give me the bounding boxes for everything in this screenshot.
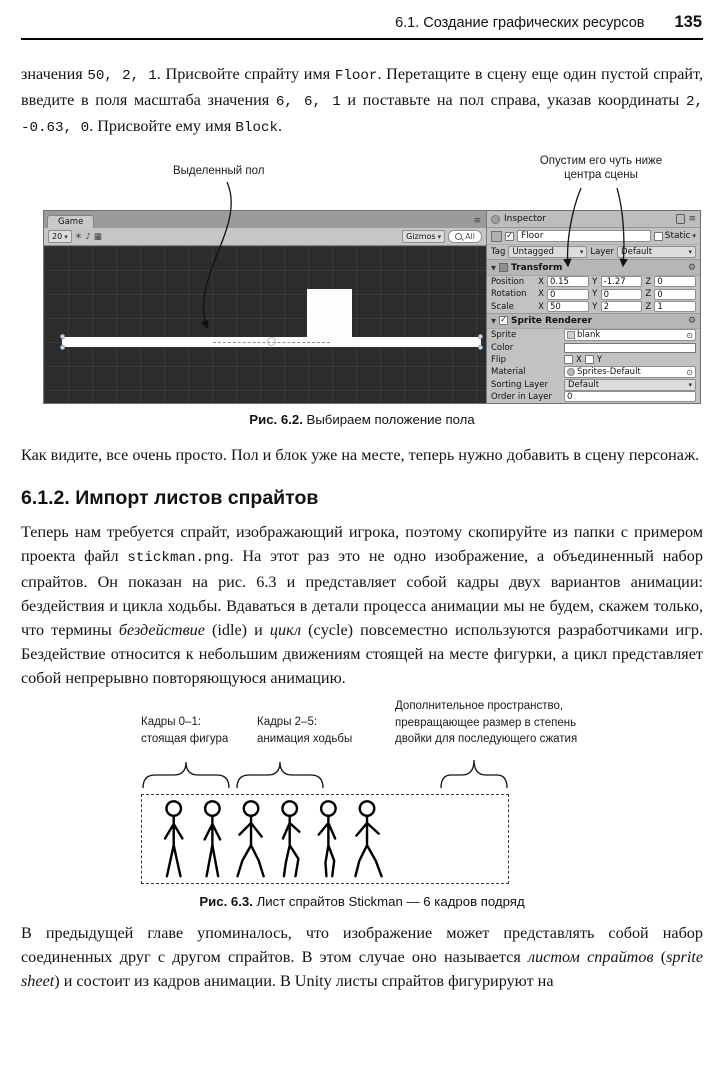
chevron-down-icon: ▾ bbox=[688, 380, 692, 389]
text-run: . На этот раз это не одно изображение, а объединенный набор спрайтов. Он показан на рис. 6.3 и представляет собой кадры двух вариантов анимации: бездействия и цикла ходьбы. Вдаваться в детали процесса анимации мы не будем, скажем только, что термины bbox=[21, 547, 703, 639]
component-enabled-checkbox bbox=[499, 316, 508, 325]
sprite-value: blank bbox=[577, 330, 601, 341]
running-head-title: 6.1. Создание графических ресурсов bbox=[395, 15, 645, 31]
caption-text: Выбираем положение пола bbox=[306, 412, 475, 427]
scale-z-field: 1 bbox=[654, 301, 696, 312]
axis-y-label: Y bbox=[592, 301, 598, 312]
panel-menu-icon: ≡ bbox=[473, 216, 481, 226]
code-run: 50, 2, 1 bbox=[87, 68, 157, 84]
check-icon: ✓ bbox=[506, 230, 513, 240]
game-toolbar bbox=[44, 228, 486, 246]
object-picker-icon: ⊙ bbox=[686, 367, 693, 377]
color-row bbox=[487, 341, 700, 353]
block-sprite bbox=[307, 289, 352, 337]
foldout-icon: ▼ bbox=[491, 263, 496, 272]
position-x-field: 0.15 bbox=[547, 276, 589, 287]
material-row bbox=[487, 366, 700, 378]
order-in-layer-field: 0 bbox=[564, 391, 696, 402]
annotation-frames-2-5 bbox=[257, 714, 352, 747]
annotation-lower-floor bbox=[513, 154, 689, 182]
gear-icon: ⚙ bbox=[687, 315, 696, 326]
gizmo-handle bbox=[60, 345, 65, 350]
axis-z-label: Z bbox=[645, 301, 652, 312]
sorting-layer-value: Default bbox=[568, 379, 600, 390]
gizmo-center-circle bbox=[267, 337, 276, 346]
property-label: Rotation bbox=[491, 289, 527, 300]
tag-dropdown bbox=[508, 246, 587, 258]
annotation-line: двойки для последующего сжатия bbox=[395, 733, 578, 745]
text-run: (idle) и bbox=[204, 621, 270, 639]
text-run: Теперь нам требуется спрайт, изображающий игрока, поэтому скопируйте из папки с примером проекта файл bbox=[21, 523, 703, 565]
floor-sprite bbox=[62, 337, 481, 347]
brace-frames-2-5 bbox=[237, 762, 323, 788]
order-in-layer-row bbox=[487, 391, 700, 403]
axis-x-label: X bbox=[538, 289, 544, 300]
annotation-line: Кадры 2–5: bbox=[257, 716, 318, 728]
active-checkbox bbox=[505, 232, 514, 241]
annotation-line: Кадры 0–1: bbox=[141, 716, 202, 728]
scale-row bbox=[487, 300, 700, 312]
property-label: Sprite bbox=[491, 330, 517, 341]
audio-toggle-icon: ♪ bbox=[85, 231, 91, 242]
chevron-down-icon: ▾ bbox=[692, 232, 696, 241]
sprite-row bbox=[487, 329, 700, 341]
object-picker-icon: ⊙ bbox=[686, 330, 693, 340]
inspector-icon bbox=[491, 215, 500, 224]
tag-value: Untagged bbox=[512, 247, 554, 258]
text-run: . Присвойте ему имя bbox=[89, 117, 236, 135]
transform-icon bbox=[499, 263, 508, 272]
annotation-line: анимация ходьбы bbox=[257, 732, 353, 745]
emphasis-run: цикл bbox=[269, 621, 302, 639]
flip-y-checkbox bbox=[585, 355, 594, 364]
gizmo-handle bbox=[60, 334, 65, 339]
annotation-line: превращающее размер в степень bbox=[395, 716, 577, 729]
stickman-frame-2 bbox=[238, 801, 264, 876]
sprite-thumb-icon bbox=[567, 331, 575, 339]
sprite-sheet-box bbox=[141, 794, 509, 884]
tag-layer-row bbox=[487, 245, 700, 259]
stickman-frame-3 bbox=[282, 801, 299, 876]
stickman-sprite-sheet bbox=[142, 795, 507, 882]
annotation-frames-0-1 bbox=[141, 714, 228, 747]
position-row bbox=[487, 276, 700, 288]
unity-editor-screenshot bbox=[43, 210, 701, 404]
rotation-x-field: 0 bbox=[547, 289, 589, 300]
code-run: 6, 6, 1 bbox=[275, 94, 341, 110]
static-control bbox=[654, 231, 696, 241]
stats-toggle-icon: ▦ bbox=[93, 231, 102, 242]
property-label: Material bbox=[491, 367, 526, 378]
text-run: . bbox=[278, 117, 283, 135]
section-heading: 6.1.2. Импорт листов спрайтов bbox=[21, 487, 319, 509]
gizmo-handle bbox=[478, 345, 483, 350]
chevron-down-icon: ▾ bbox=[64, 232, 68, 241]
code-run: stickman.png bbox=[127, 550, 230, 566]
annotation-line: стоящая фигура bbox=[141, 732, 229, 745]
paragraph-simple: Как видите, все очень просто. Пол и блок уже на месте, теперь нужно добавить в сцену персонаж. bbox=[21, 446, 700, 464]
property-label: Position bbox=[491, 276, 525, 287]
gear-icon: ⚙ bbox=[687, 262, 696, 273]
text-run: ( bbox=[653, 948, 667, 966]
rotation-z-field: 0 bbox=[654, 289, 696, 300]
inspector-panel bbox=[487, 211, 700, 403]
figure-6-2 bbox=[21, 152, 703, 404]
stickman-frame-5 bbox=[355, 801, 381, 876]
scale-x-field: 50 bbox=[547, 301, 589, 312]
game-viewport bbox=[44, 246, 486, 403]
property-label: Color bbox=[491, 342, 514, 353]
object-header-row bbox=[487, 228, 700, 245]
sprite-object-field bbox=[564, 329, 696, 341]
inspector-header bbox=[487, 211, 700, 228]
text-run: (cycle) повсеместно используются разработчиками игр. Бездействие относится к небольшим движениям стоящей на месте фигурки, а цикл представляет собой непрерывно повторяющуюся анимацию. bbox=[21, 621, 703, 687]
chevron-down-icon: ▾ bbox=[688, 248, 692, 257]
caption-label: Рис. 6.3. bbox=[199, 894, 253, 909]
sorting-layer-dropdown bbox=[564, 379, 696, 391]
toolbar-right-group bbox=[402, 230, 482, 243]
chevron-down-icon: ▾ bbox=[579, 248, 584, 257]
search-icon bbox=[455, 233, 462, 240]
position-z-field: 0 bbox=[654, 276, 696, 287]
gameobject-icon bbox=[491, 231, 502, 242]
annotation-line: Дополнительное пространство, bbox=[395, 700, 564, 712]
menu-icon: ≡ bbox=[688, 214, 696, 225]
chevron-down-icon: ▾ bbox=[437, 232, 442, 241]
brace-extra-space bbox=[441, 760, 507, 788]
page-number: 135 bbox=[674, 13, 702, 31]
figure-6-3 bbox=[21, 698, 703, 886]
axis-x-label: X bbox=[538, 276, 544, 287]
material-value: Sprites-Default bbox=[577, 367, 641, 378]
static-label: Static bbox=[664, 231, 691, 242]
paragraph-sprite-sheet bbox=[21, 520, 703, 690]
text-run: значения bbox=[21, 65, 88, 83]
flip-x-checkbox bbox=[564, 355, 573, 364]
game-panel bbox=[44, 211, 487, 403]
scale-y-field: 2 bbox=[601, 301, 643, 312]
stickman-frame-4 bbox=[319, 801, 336, 876]
header-rule bbox=[21, 38, 703, 40]
text-run: ) и состоит из кадров анимации. В Unity листы спрайтов фигурируют на bbox=[54, 972, 554, 990]
rotation-y-field: 0 bbox=[601, 289, 643, 300]
flip-x-label: X bbox=[576, 354, 582, 365]
code-run: Floor bbox=[334, 68, 378, 84]
axis-y-label: Y bbox=[592, 276, 598, 287]
running-head bbox=[0, 0, 724, 32]
axis-z-label: Z bbox=[645, 289, 652, 300]
transform-title: Transform bbox=[511, 262, 563, 273]
paragraph-intro bbox=[21, 62, 703, 140]
inspector-title: Inspector bbox=[504, 214, 546, 225]
material-icon bbox=[567, 368, 575, 376]
property-label: Scale bbox=[491, 301, 514, 312]
transform-header bbox=[487, 259, 700, 275]
position-y-field: -1.27 bbox=[601, 276, 643, 287]
component-header-icons bbox=[688, 263, 696, 273]
flip-y-label: Y bbox=[596, 354, 603, 365]
gizmo-handle bbox=[478, 334, 483, 339]
gizmos-label: Gizmos bbox=[406, 231, 436, 241]
rotation-row bbox=[487, 288, 700, 300]
caption-label: Рис. 6.2. bbox=[249, 412, 303, 427]
static-checkbox bbox=[654, 232, 663, 241]
axis-y-label: Y bbox=[592, 289, 598, 300]
scale-dropdown bbox=[48, 230, 72, 243]
code-run: Block bbox=[235, 120, 278, 136]
brace-decorations bbox=[21, 698, 703, 794]
property-label: Flip bbox=[491, 354, 507, 365]
emphasis-run: бездействие bbox=[118, 621, 205, 639]
annotation-line: центра сцены bbox=[564, 169, 638, 181]
scale-value: 20 bbox=[52, 231, 63, 241]
layer-label: Layer bbox=[590, 247, 615, 258]
component-header-icons bbox=[688, 316, 696, 326]
gizmos-search-field bbox=[448, 230, 482, 243]
sprite-renderer-title: Sprite Renderer bbox=[511, 315, 592, 326]
game-tab: Game bbox=[47, 215, 94, 228]
axis-x-label: X bbox=[538, 301, 544, 312]
object-name-field: Floor bbox=[517, 230, 651, 242]
color-swatch bbox=[564, 343, 696, 353]
material-object-field bbox=[564, 366, 696, 378]
code-run: 2, -0.63, 0 bbox=[21, 94, 703, 136]
game-tab-bar bbox=[44, 211, 486, 228]
inspector-header-icons bbox=[676, 214, 696, 224]
text-run: и поставьте на пол справа, указав координаты bbox=[340, 91, 686, 109]
foldout-icon: ▼ bbox=[491, 316, 496, 325]
layer-value: Default bbox=[621, 247, 653, 258]
layer-dropdown bbox=[617, 246, 696, 258]
annotation-extra-space bbox=[395, 698, 577, 748]
flip-controls bbox=[564, 355, 602, 365]
paragraph-final bbox=[21, 921, 703, 993]
figure-6-3-caption bbox=[0, 894, 724, 909]
stickman-frame-1 bbox=[205, 801, 220, 876]
annotation-selected-floor: Выделенный пол bbox=[173, 165, 265, 177]
text-run: . Перетащите в сцену еще один пустой спрайт, введите в поля масштаба значения bbox=[21, 65, 703, 109]
emphasis-run: sprite sheet bbox=[21, 948, 703, 990]
axis-z-label: Z bbox=[645, 276, 652, 287]
property-label: Order in Layer bbox=[491, 391, 553, 402]
lock-icon bbox=[676, 214, 685, 224]
search-text: All bbox=[465, 232, 475, 241]
property-label: Sorting Layer bbox=[491, 379, 548, 390]
stickman-frame-0 bbox=[165, 801, 182, 876]
check-icon: ✓ bbox=[500, 315, 507, 325]
emphasis-run: листом спрайтов bbox=[528, 948, 654, 966]
text-run: . Присвойте спрайту имя bbox=[156, 65, 335, 83]
tag-label: Tag bbox=[491, 247, 506, 258]
gizmos-dropdown bbox=[402, 230, 445, 243]
brace-frames-0-1 bbox=[143, 762, 229, 788]
light-toggle-icon: ☀ bbox=[74, 231, 83, 242]
caption-text: Лист спрайтов Stickman — 6 кадров подряд bbox=[256, 894, 525, 909]
text-run: В предыдущей главе упоминалось, что изображение может представлять собой набор соединенных друг с другом спрайтов. В этом случае оно называется bbox=[21, 924, 703, 966]
figure-6-2-caption bbox=[0, 412, 724, 427]
annotation-line: Опустим его чуть ниже bbox=[539, 155, 663, 167]
sorting-layer-row bbox=[487, 378, 700, 390]
sprite-renderer-header bbox=[487, 313, 700, 329]
flip-row bbox=[487, 354, 700, 366]
